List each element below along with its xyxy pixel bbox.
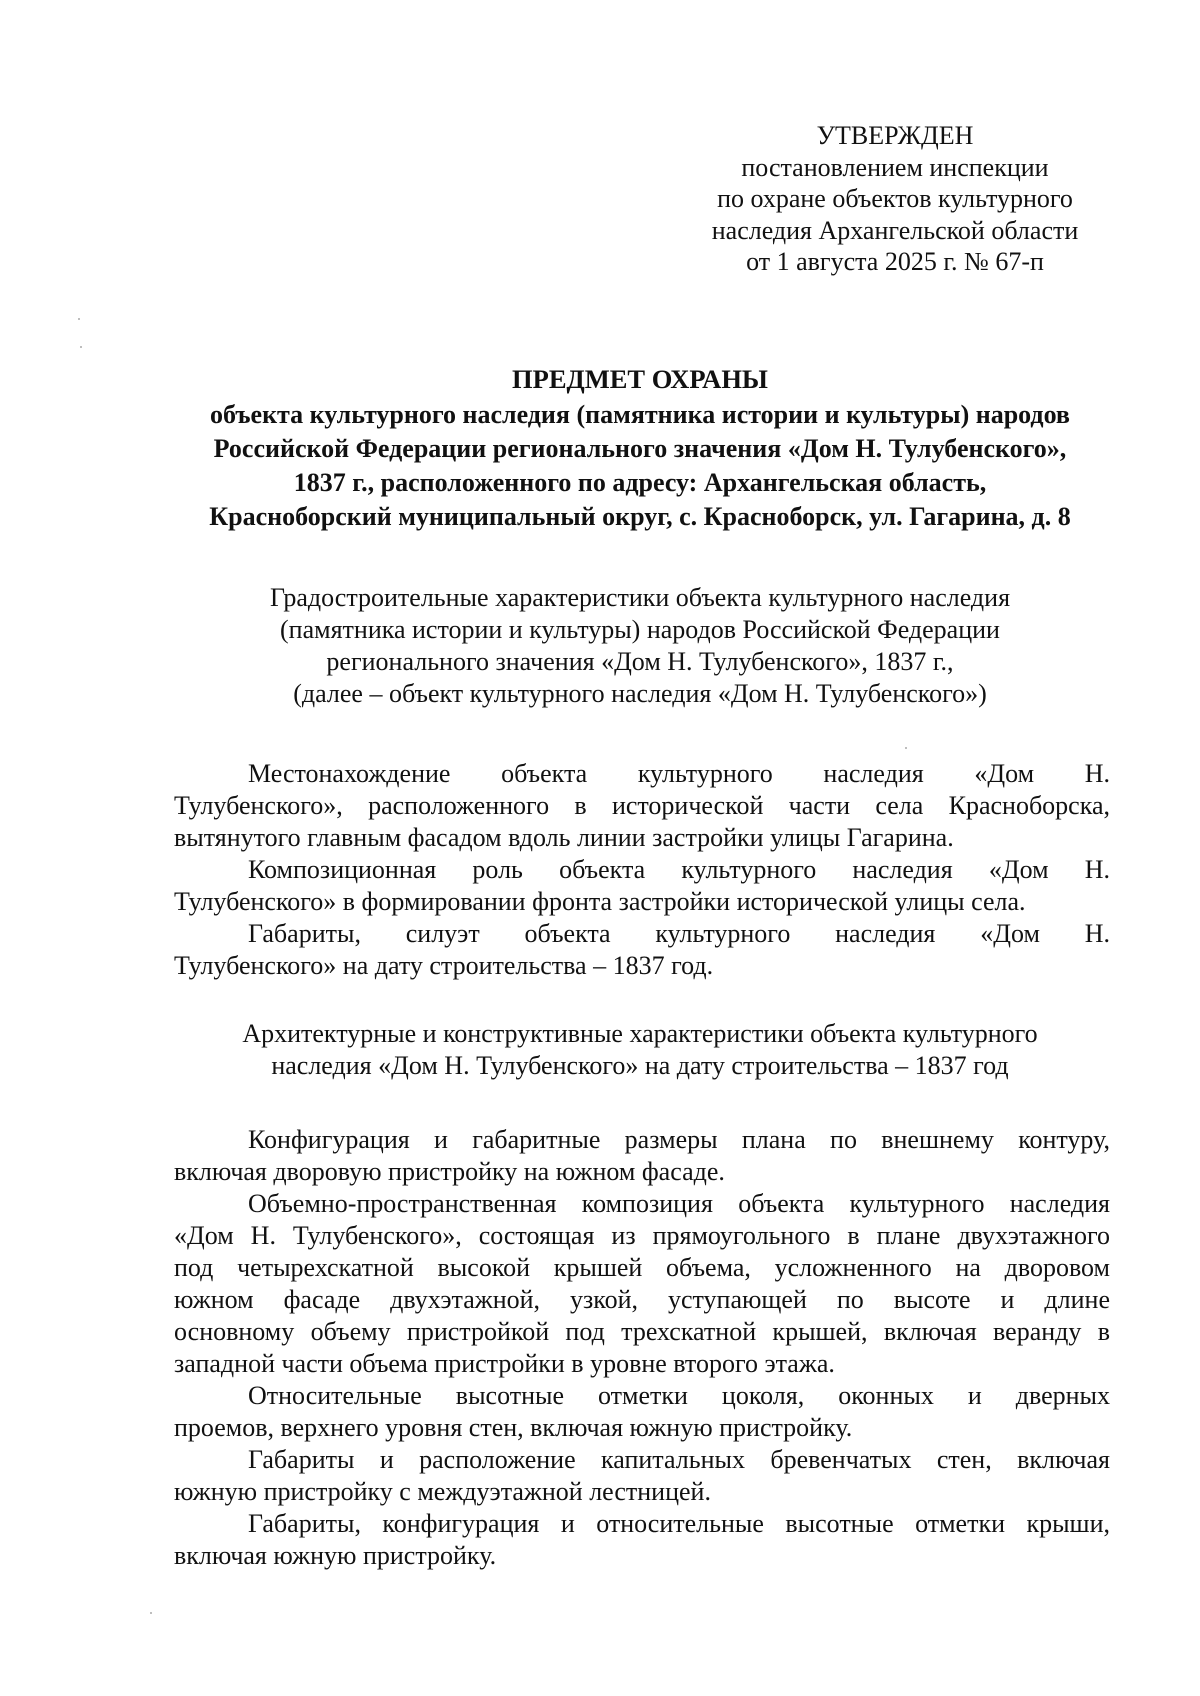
document-title-block [170, 362, 1110, 534]
paragraph-line: под четырехскатной высокой крышей объема, усложненного на дворовом [174, 1253, 1110, 1282]
document-subtitle-line: Российской Федерации регионального значения «Дом Н. Тулубенского», [213, 434, 1067, 463]
paragraph-configuration [174, 1124, 1110, 1188]
paragraph-line: южную пристройку с междуэтажной лестницей. [174, 1477, 711, 1506]
section-heading-urban [170, 582, 1110, 710]
paragraph-line: Габариты, силуэт объекта культурного наследия «Дом Н. [248, 919, 1110, 948]
paragraph-line: проемов, верхнего уровня стен, включая южную пристройку. [174, 1413, 853, 1442]
document-subtitle-line: Красноборский муниципальный округ, с. Красноборск, ул. Гагарина, д. 8 [209, 502, 1071, 531]
heading-line: (памятника истории и культуры) народов Российской Федерации [280, 615, 1000, 644]
paragraph-line: Тулубенского», расположенного в исторической части села Красноборска, [174, 791, 1110, 820]
heading-line: (далее – объект культурного наследия «Дом Н. Тулубенского») [293, 679, 987, 708]
paragraph-line: Местонахождение объекта культурного наследия «Дом Н. [248, 759, 1110, 788]
paragraph-height-marks [174, 1380, 1110, 1444]
paragraph-location [174, 758, 1110, 854]
document-subtitle-line: объекта культурного наследия (памятника истории и культуры) народов [210, 400, 1070, 429]
heading-line: Градостроительные характеристики объекта культурного наследия [269, 583, 1011, 612]
approval-title: УТВЕРЖДЕН [816, 121, 974, 150]
paragraph-line: Относительные высотные отметки цоколя, оконных и дверных [248, 1381, 1110, 1410]
paragraph-line: Габариты и расположение капитальных бревенчатых стен, включая [248, 1445, 1110, 1474]
heading-line: регионального значения «Дом Н. Тулубенского», 1837 г., [326, 647, 954, 676]
paragraph-walls [174, 1444, 1110, 1508]
paragraph-line: вытянутого главным фасадом вдоль линии застройки улицы Гагарина. [174, 823, 954, 852]
approval-block [690, 120, 1100, 278]
paragraph-line: Тулубенского» на дату строительства – 1837 год. [174, 951, 714, 980]
paragraph-line: «Дом Н. Тулубенского», состоящая из прямоугольного в плане двухэтажного [174, 1221, 1110, 1250]
paragraph-composition-role [174, 854, 1110, 918]
document-subtitle-line: 1837 г., расположенного по адресу: Архангельская область, [293, 468, 987, 497]
scan-speck [80, 346, 82, 348]
section-heading-architecture [170, 1018, 1110, 1082]
scan-speck [905, 747, 907, 749]
heading-line: Архитектурные и конструктивные характеристики объекта культурного [242, 1019, 1038, 1048]
paragraph-line: включая дворовую пристройку на южном фасаде. [174, 1157, 725, 1186]
paragraph-line: западной части объема пристройки в уровне второго этажа. [174, 1349, 835, 1378]
paragraph-line: южном фасаде двухэтажной, узкой, уступающей по высоте и длине [174, 1285, 1110, 1314]
paragraph-line: Тулубенского» в формировании фронта застройки исторической улицы села. [174, 887, 1026, 916]
paragraph-volume-composition [174, 1188, 1110, 1380]
approval-date: от 1 августа 2025 г. № 67-п [746, 247, 1044, 276]
scan-speck [150, 1612, 152, 1614]
scan-speck [78, 318, 80, 320]
paragraph-line: основному объему пристройкой под трехскатной крышей, включая веранду в [174, 1317, 1110, 1346]
heading-line: наследия «Дом Н. Тулубенского» на дату строительства – 1837 год [271, 1051, 1009, 1080]
approval-line: наследия Архангельской области [711, 215, 1079, 245]
paragraph-line: включая южную пристройку. [174, 1541, 497, 1570]
approval-line: постановлением инспекции [741, 152, 1049, 182]
paragraph-line: Композиционная роль объекта культурного наследия «Дом Н. [248, 855, 1110, 884]
paragraph-dimensions [174, 918, 1110, 982]
paragraph-line: Габариты, конфигурация и относительные высотные отметки крыши, [248, 1509, 1110, 1538]
approval-line: по охране объектов культурного [717, 184, 1073, 213]
document-title: ПРЕДМЕТ ОХРАНЫ [512, 364, 768, 394]
paragraph-line: Конфигурация и габаритные размеры плана по внешнему контуру, [248, 1125, 1110, 1154]
paragraph-roof [174, 1508, 1110, 1572]
paragraph-line: Объемно-пространственная композиция объекта культурного наследия [248, 1189, 1110, 1218]
